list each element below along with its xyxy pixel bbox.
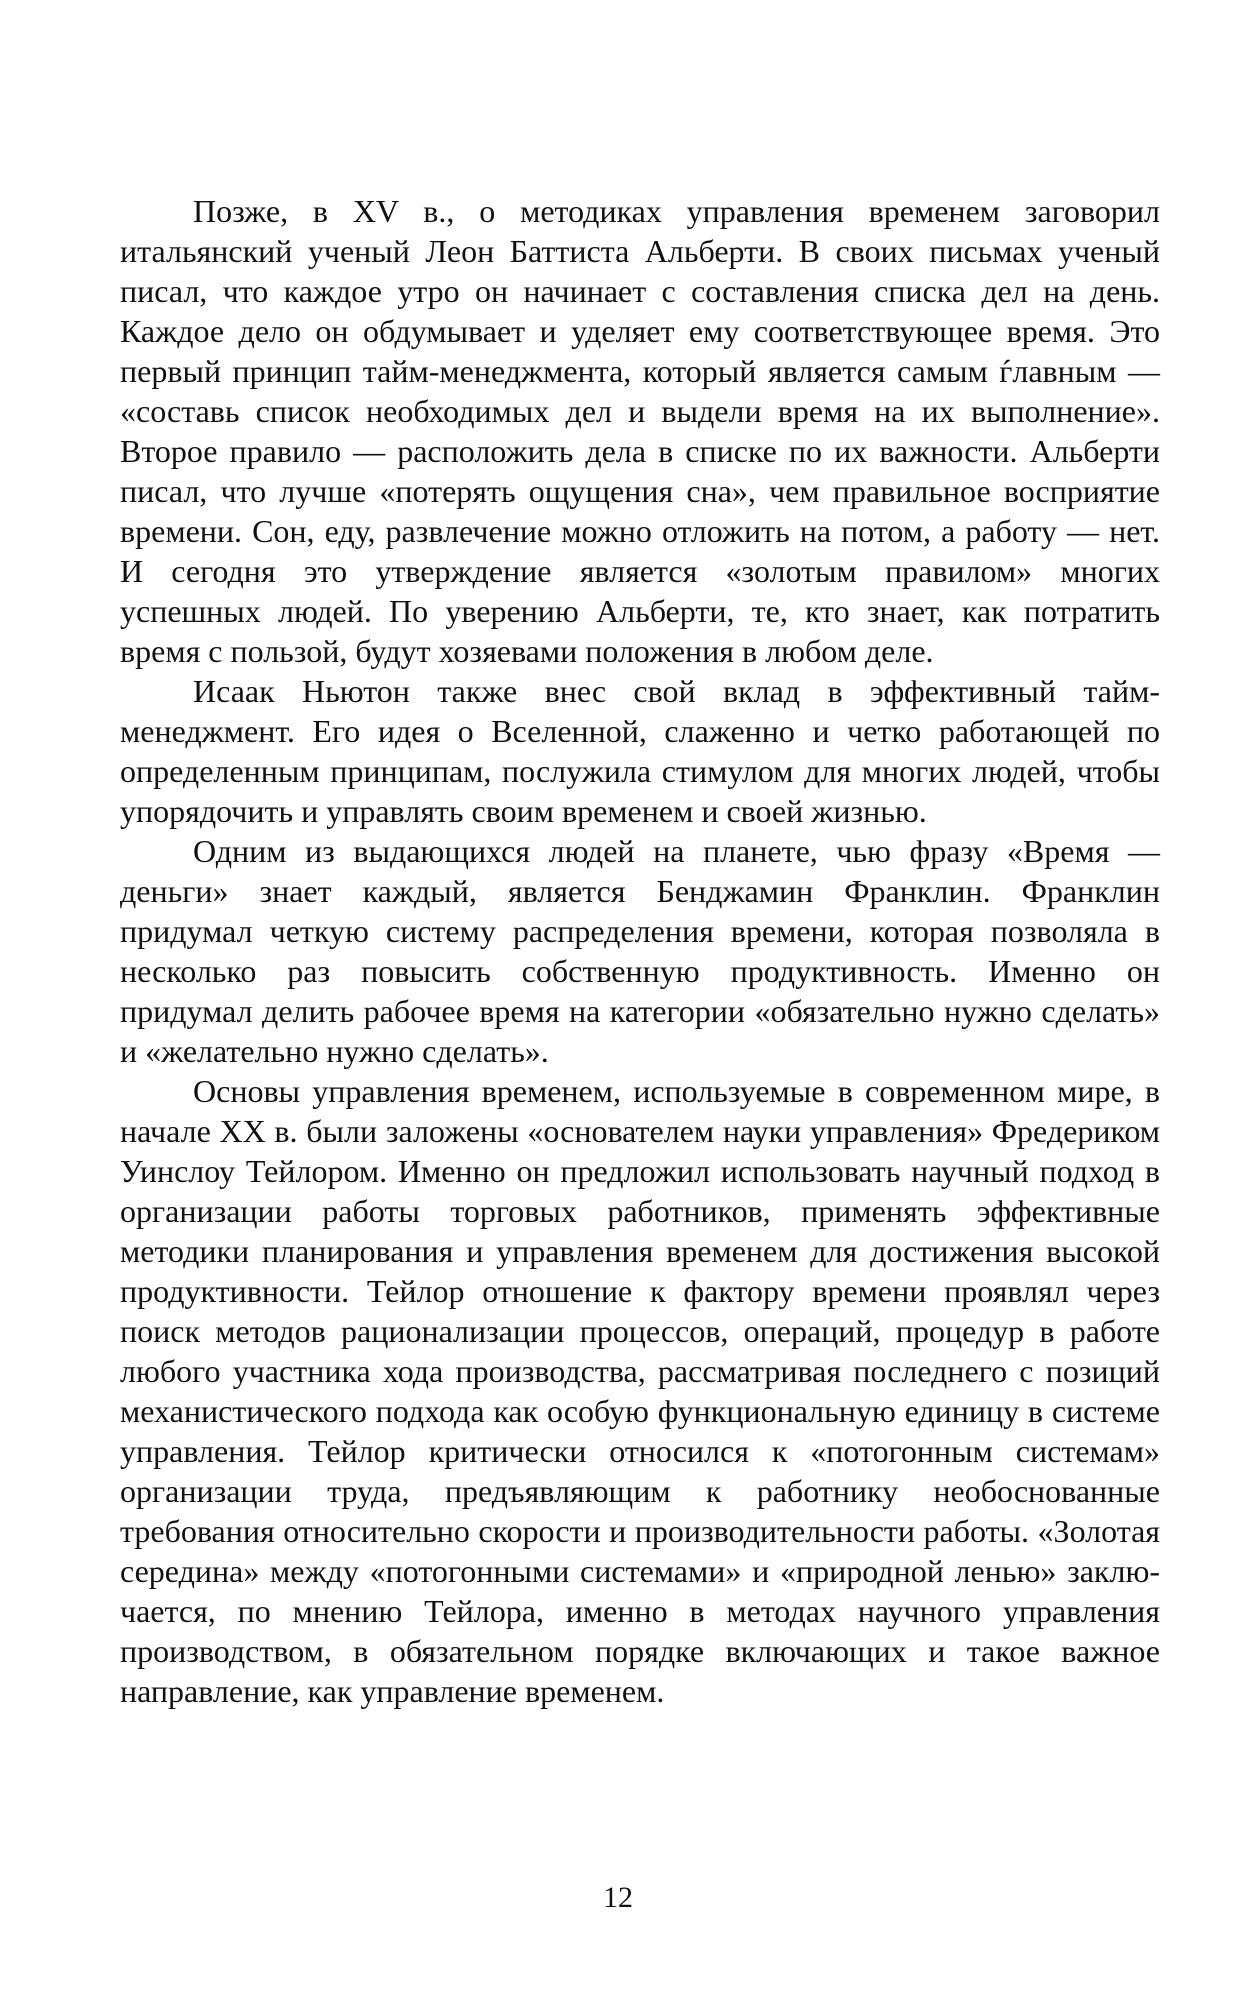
page-number: 12 (603, 1881, 633, 1914)
body-text (120, 191, 1160, 1711)
paragraph-newton: Исаак Ньютон также внес свой вклад в эффективный тайм-менеджмент. Его идея о Вселенной, слаженно и четко работающей по определенным принципам, послужила стимулом для многих людей, чтобы упорядочить и управлять своим временем и своей жизнью. (120, 673, 1160, 829)
paragraph-alberti: Позже, в XV в., о методиках управления временем заговорил итальянский ученый Леон Баттиста Альберти. В своих письмах ученый писал, что каждое утро он начинает с составления списка дел на день. Каждое дело он обдумывает и уделяет ему соответствующее время. Это первый принцип тайм-менеджмента, который является самым ѓлавным — «составь список необходимых дел и выдели время на их выполнение». Второе правило — расположить дела в списке по их важности. Альберти писал, что лучше «потерять ощущения сна», чем правильное восприятие времени. Сон, еду, развлечение можно отложить на потом, а работу — нет. И сегодня это утверждение является «золотым правилом» многих успешных людей. По уверению Альберти, те, кто знает, как потратить время с пользой, будут хозяевами положения в любом деле. (120, 193, 1160, 669)
paragraph-taylor: Основы управления временем, используемые в современном мире, в начале XX в. были заложены «основателем науки управления» Фредериком Уинслоу Тейлором. Именно он предложил использовать научный подход в организации работы торговых работников, применять эффективные методики планирования и управления временем для достижения высокой продуктивности. Тейлор отношение к фактору времени проявлял через поиск методов рационализации процессов, операций, процедур в работе любого участника хода производства, рассматривая последнего с позиций механистического подхода как особую функциональную единицу в системе управления. Тейлор критически относился к «потогонным системам» организации труда, предъявляющим к работнику необоснованные требования относительно скорости и производительности работы. «Золотая середина» между «потогонными системами» и «природной ленью» заключается, по мнению Тейлора, именно в методах научного управления производством, в обязательном порядке включающих и такое важное направление, как управление временем. (120, 1073, 1160, 1709)
paragraph-franklin: Одним из выдающихся людей на планете, чью фразу «Время — деньги» знает каждый, является Бенджамин Франклин. Франклин придумал четкую систему распределения времени, которая позволяла в несколько раз повысить собственную продуктивность. Именно он придумал делить рабочее время на категории «обязательно нужно сделать» и «желательно нужно сделать». (120, 833, 1160, 1069)
